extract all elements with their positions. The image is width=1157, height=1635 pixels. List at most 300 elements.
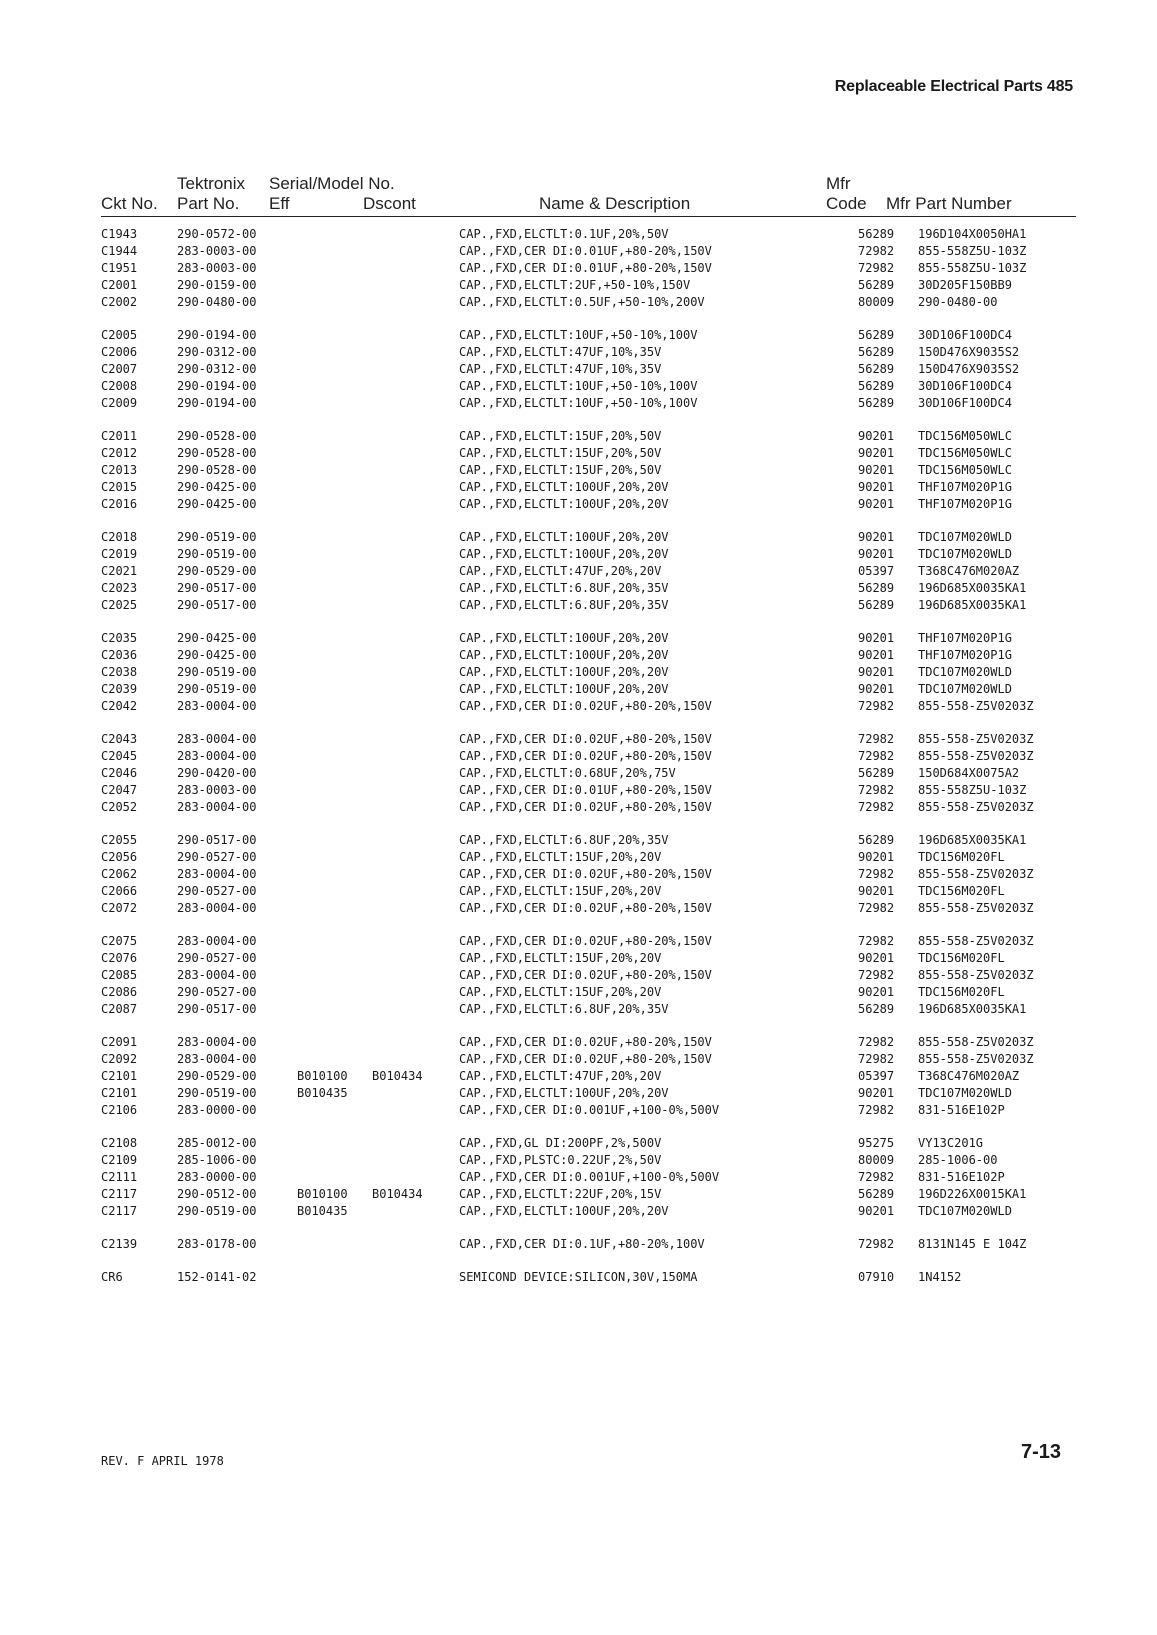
cell-mfr-part-number: 855-558-Z5V0203Z (918, 699, 1034, 713)
cell-part-no: 290-0194-00 (177, 396, 257, 410)
cell-description: CAP.,FXD,ELCTLT:100UF,20%,20V (459, 480, 669, 494)
cell-mfr-code: 72982 (858, 968, 895, 982)
cell-description: CAP.,FXD,ELCTLT:47UF,10%,35V (459, 345, 662, 359)
table-row (101, 765, 1091, 782)
cell-mfr-part-number: 196D685X0035KA1 (918, 581, 1027, 595)
cell-ckt-no: C2009 (101, 396, 138, 410)
cell-description: CAP.,FXD,ELCTLT:100UF,20%,20V (459, 530, 669, 544)
cell-part-no: 290-0529-00 (177, 1069, 257, 1083)
table-row (101, 344, 1091, 361)
cell-mfr-code: 90201 (858, 682, 895, 696)
cell-serial-eff: B010435 (297, 1086, 348, 1100)
cell-ckt-no: C2007 (101, 362, 138, 376)
cell-part-no: 283-0004-00 (177, 934, 257, 948)
cell-ckt-no: C2005 (101, 328, 138, 342)
cell-mfr-part-number: THF107M020P1G (918, 631, 1012, 645)
cell-mfr-part-number: 831-516E102P (918, 1103, 1005, 1117)
cell-mfr-code: 56289 (858, 1002, 895, 1016)
table-row (101, 395, 1091, 412)
table-row (101, 462, 1091, 479)
cell-part-no: 290-0519-00 (177, 547, 257, 561)
cell-mfr-part-number: THF107M020P1G (918, 497, 1012, 511)
cell-ckt-no: C2036 (101, 648, 138, 662)
table-row (101, 1169, 1091, 1186)
table-row (101, 1085, 1091, 1102)
cell-mfr-code: 90201 (858, 884, 895, 898)
cell-description: CAP.,FXD,CER DI:0.01UF,+80-20%,150V (459, 783, 712, 797)
cell-part-no: 283-0003-00 (177, 261, 257, 275)
cell-mfr-part-number: TDC107M020WLD (918, 547, 1012, 561)
cell-ckt-no: C1951 (101, 261, 138, 275)
cell-description: CAP.,FXD,CER DI:0.02UF,+80-20%,150V (459, 699, 712, 713)
cell-part-no: 283-0004-00 (177, 1035, 257, 1049)
cell-description: CAP.,FXD,ELCTLT:100UF,20%,20V (459, 648, 669, 662)
cell-part-no: 283-0004-00 (177, 968, 257, 982)
table-row (101, 361, 1091, 378)
cell-ckt-no: C2087 (101, 1002, 138, 1016)
cell-part-no: 290-0519-00 (177, 682, 257, 696)
cell-description: CAP.,FXD,ELCTLT:0.5UF,+50-10%,200V (459, 295, 705, 309)
table-row (101, 832, 1091, 849)
cell-mfr-code: 90201 (858, 429, 895, 443)
table-row (101, 1102, 1091, 1119)
table-row (101, 428, 1091, 445)
cell-description: CAP.,FXD,ELCTLT:100UF,20%,20V (459, 1204, 669, 1218)
cell-ckt-no: C2021 (101, 564, 138, 578)
cell-mfr-part-number: TDC156M020FL (918, 850, 1005, 864)
cell-mfr-part-number: 855-558-Z5V0203Z (918, 867, 1034, 881)
table-row (101, 866, 1091, 883)
cell-part-no: 290-0312-00 (177, 362, 257, 376)
cell-ckt-no: C2035 (101, 631, 138, 645)
cell-mfr-part-number: 150D476X9035S2 (918, 345, 1020, 359)
cell-description: CAP.,FXD,CER DI:0.02UF,+80-20%,150V (459, 934, 712, 948)
cell-mfr-code: 56289 (858, 227, 895, 241)
table-row (101, 496, 1091, 513)
cell-ckt-no: C1944 (101, 244, 138, 258)
cell-description: CAP.,FXD,CER DI:0.01UF,+80-20%,150V (459, 261, 712, 275)
cell-mfr-code: 72982 (858, 867, 895, 881)
cell-mfr-part-number: THF107M020P1G (918, 648, 1012, 662)
cell-part-no: 290-0527-00 (177, 985, 257, 999)
cell-mfr-code: 90201 (858, 648, 895, 662)
cell-mfr-code: 72982 (858, 800, 895, 814)
cell-description: CAP.,FXD,ELCTLT:10UF,+50-10%,100V (459, 328, 698, 342)
cell-part-no: 283-0004-00 (177, 732, 257, 746)
cell-serial-eff: B010100 (297, 1187, 348, 1201)
table-row (101, 597, 1091, 614)
column-tektronix: Tektronix (177, 174, 246, 193)
cell-ckt-no: C2111 (101, 1170, 138, 1184)
cell-ckt-no: C2023 (101, 581, 138, 595)
table-row (101, 327, 1091, 344)
column-code: Code (826, 194, 867, 213)
cell-description: CAP.,FXD,ELCTLT:6.8UF,20%,35V (459, 598, 669, 612)
cell-serial-eff: B010435 (297, 1204, 348, 1218)
cell-mfr-code: 72982 (858, 1103, 895, 1117)
cell-ckt-no: C2025 (101, 598, 138, 612)
cell-description: SEMICOND DEVICE:SILICON,30V,150MA (459, 1270, 698, 1284)
cell-mfr-code: 07910 (858, 1270, 895, 1284)
column-part-no: Part No. (177, 194, 240, 213)
table-row (101, 1186, 1091, 1203)
cell-ckt-no: C2091 (101, 1035, 138, 1049)
table-row (101, 1203, 1091, 1220)
cell-ckt-no: C2108 (101, 1136, 138, 1150)
cell-description: CAP.,FXD,ELCTLT:15UF,20%,20V (459, 884, 662, 898)
table-row (101, 580, 1091, 597)
cell-ckt-no: C2109 (101, 1153, 138, 1167)
table-row (101, 1001, 1091, 1018)
table-row (101, 1051, 1091, 1068)
cell-description: CAP.,FXD,ELCTLT:15UF,20%,20V (459, 850, 662, 864)
cell-mfr-code: 72982 (858, 732, 895, 746)
cell-description: CAP.,FXD,ELCTLT:47UF,10%,35V (459, 362, 662, 376)
cell-mfr-code: 90201 (858, 530, 895, 544)
table-row (101, 1135, 1091, 1152)
cell-mfr-part-number: 855-558-Z5V0203Z (918, 749, 1034, 763)
cell-mfr-code: 72982 (858, 1035, 895, 1049)
cell-part-no: 290-0517-00 (177, 598, 257, 612)
cell-part-no: 290-0519-00 (177, 1086, 257, 1100)
cell-part-no: 290-0159-00 (177, 278, 257, 292)
cell-mfr-code: 72982 (858, 261, 895, 275)
cell-description: CAP.,FXD,CER DI:0.02UF,+80-20%,150V (459, 1035, 712, 1049)
table-row (101, 849, 1091, 866)
cell-mfr-part-number: 150D476X9035S2 (918, 362, 1020, 376)
cell-ckt-no: C2016 (101, 497, 138, 511)
cell-part-no: 290-0527-00 (177, 850, 257, 864)
cell-ckt-no: C2085 (101, 968, 138, 982)
table-row (101, 698, 1091, 715)
cell-mfr-code: 90201 (858, 480, 895, 494)
cell-mfr-part-number: T368C476M020AZ (918, 564, 1020, 578)
cell-description: CAP.,FXD,GL DI:200PF,2%,500V (459, 1136, 662, 1150)
cell-ckt-no: C2002 (101, 295, 138, 309)
cell-description: CAP.,FXD,ELCTLT:15UF,20%,20V (459, 951, 662, 965)
cell-part-no: 290-0194-00 (177, 328, 257, 342)
cell-description: CAP.,FXD,ELCTLT:15UF,20%,20V (459, 985, 662, 999)
cell-part-no: 290-0194-00 (177, 379, 257, 393)
cell-description: CAP.,FXD,ELCTLT:0.68UF,20%,75V (459, 766, 676, 780)
cell-description: CAP.,FXD,ELCTLT:22UF,20%,15V (459, 1187, 662, 1201)
cell-mfr-code: 72982 (858, 749, 895, 763)
cell-ckt-no: C2117 (101, 1204, 138, 1218)
cell-ckt-no: C2076 (101, 951, 138, 965)
cell-mfr-part-number: VY13C201G (918, 1136, 984, 1150)
cell-mfr-code: 56289 (858, 379, 895, 393)
cell-ckt-no: C2015 (101, 480, 138, 494)
cell-ckt-no: C2086 (101, 985, 138, 999)
cell-mfr-part-number: TDC156M050WLC (918, 446, 1012, 460)
cell-mfr-part-number: TDC156M020FL (918, 884, 1005, 898)
cell-mfr-part-number: TDC156M050WLC (918, 429, 1012, 443)
cell-mfr-part-number: TDC107M020WLD (918, 1204, 1012, 1218)
table-row (101, 1034, 1091, 1051)
cell-ckt-no: C2039 (101, 682, 138, 696)
cell-mfr-code: 72982 (858, 699, 895, 713)
cell-mfr-part-number: 855-558-Z5V0203Z (918, 732, 1034, 746)
cell-mfr-code: 56289 (858, 278, 895, 292)
cell-part-no: 283-0004-00 (177, 749, 257, 763)
cell-part-no: 290-0519-00 (177, 530, 257, 544)
cell-part-no: 290-0527-00 (177, 884, 257, 898)
cell-mfr-part-number: TDC107M020WLD (918, 1086, 1012, 1100)
table-row (101, 1152, 1091, 1169)
cell-description: CAP.,FXD,PLSTC:0.22UF,2%,50V (459, 1153, 662, 1167)
cell-description: CAP.,FXD,CER DI:0.02UF,+80-20%,150V (459, 867, 712, 881)
cell-ckt-no: C1943 (101, 227, 138, 241)
cell-description: CAP.,FXD,ELCTLT:0.1UF,20%,50V (459, 227, 669, 241)
table-row (101, 445, 1091, 462)
table-row (101, 984, 1091, 1001)
cell-mfr-part-number: TDC156M020FL (918, 951, 1005, 965)
cell-ckt-no: C2042 (101, 699, 138, 713)
cell-mfr-code: 90201 (858, 665, 895, 679)
cell-mfr-part-number: 855-558-Z5V0203Z (918, 1035, 1034, 1049)
cell-mfr-code: 56289 (858, 581, 895, 595)
cell-mfr-part-number: 855-558-Z5V0203Z (918, 934, 1034, 948)
cell-part-no: 290-0425-00 (177, 648, 257, 662)
cell-description: CAP.,FXD,ELCTLT:6.8UF,20%,35V (459, 1002, 669, 1016)
cell-mfr-part-number: TDC156M050WLC (918, 463, 1012, 477)
cell-ckt-no: C2075 (101, 934, 138, 948)
table-row (101, 883, 1091, 900)
cell-description: CAP.,FXD,CER DI:0.01UF,+80-20%,150V (459, 244, 712, 258)
cell-mfr-code: 95275 (858, 1136, 895, 1150)
cell-part-no: 290-0528-00 (177, 446, 257, 460)
cell-part-no: 290-0420-00 (177, 766, 257, 780)
cell-ckt-no: C2001 (101, 278, 138, 292)
cell-ckt-no: C2019 (101, 547, 138, 561)
cell-description: CAP.,FXD,ELCTLT:100UF,20%,20V (459, 1086, 669, 1100)
cell-mfr-part-number: TDC156M020FL (918, 985, 1005, 999)
cell-mfr-code: 72982 (858, 244, 895, 258)
cell-description: CAP.,FXD,ELCTLT:100UF,20%,20V (459, 682, 669, 696)
cell-mfr-part-number: 855-558Z5U-103Z (918, 244, 1027, 258)
cell-mfr-part-number: 855-558Z5U-103Z (918, 783, 1027, 797)
cell-mfr-code: 90201 (858, 497, 895, 511)
column-mfr: Mfr (826, 174, 851, 193)
cell-ckt-no: C2101 (101, 1086, 138, 1100)
cell-mfr-code: 90201 (858, 1204, 895, 1218)
cell-ckt-no: C2012 (101, 446, 138, 460)
cell-description: CAP.,FXD,ELCTLT:10UF,+50-10%,100V (459, 379, 698, 393)
table-row (101, 1236, 1091, 1253)
table-row (101, 782, 1091, 799)
cell-mfr-code: 80009 (858, 295, 895, 309)
cell-description: CAP.,FXD,ELCTLT:47UF,20%,20V (459, 1069, 662, 1083)
cell-serial-dscont: B010434 (372, 1069, 423, 1083)
cell-mfr-part-number: 30D205F150BB9 (918, 278, 1012, 292)
cell-mfr-code: 56289 (858, 766, 895, 780)
cell-part-no: 290-0425-00 (177, 631, 257, 645)
cell-mfr-part-number: 196D685X0035KA1 (918, 1002, 1027, 1016)
cell-description: CAP.,FXD,ELCTLT:15UF,20%,50V (459, 429, 662, 443)
cell-part-no: 290-0425-00 (177, 480, 257, 494)
table-row (101, 1068, 1091, 1085)
cell-mfr-part-number: 831-516E102P (918, 1170, 1005, 1184)
cell-description: CAP.,FXD,ELCTLT:100UF,20%,20V (459, 665, 669, 679)
cell-ckt-no: C2046 (101, 766, 138, 780)
cell-description: CAP.,FXD,ELCTLT:100UF,20%,20V (459, 631, 669, 645)
table-row (101, 529, 1091, 546)
cell-mfr-code: 90201 (858, 985, 895, 999)
cell-description: CAP.,FXD,CER DI:0.1UF,+80-20%,100V (459, 1237, 705, 1251)
cell-ckt-no: C2055 (101, 833, 138, 847)
cell-part-no: 283-0000-00 (177, 1170, 257, 1184)
page-number: 7-13 (1020, 1441, 1061, 1463)
cell-description: CAP.,FXD,ELCTLT:15UF,20%,50V (459, 463, 662, 477)
cell-mfr-part-number: 855-558-Z5V0203Z (918, 1052, 1034, 1066)
cell-mfr-code: 72982 (858, 934, 895, 948)
cell-part-no: 290-0527-00 (177, 951, 257, 965)
cell-mfr-code: 90201 (858, 850, 895, 864)
cell-mfr-code: 05397 (858, 1069, 895, 1083)
cell-description: CAP.,FXD,CER DI:0.02UF,+80-20%,150V (459, 1052, 712, 1066)
cell-description: CAP.,FXD,CER DI:0.02UF,+80-20%,150V (459, 968, 712, 982)
cell-ckt-no: C2038 (101, 665, 138, 679)
cell-part-no: 283-0004-00 (177, 800, 257, 814)
cell-part-no: 283-0004-00 (177, 699, 257, 713)
table-row (101, 647, 1091, 664)
cell-part-no: 283-0000-00 (177, 1103, 257, 1117)
cell-part-no: 290-0528-00 (177, 429, 257, 443)
cell-mfr-part-number: 285-1006-00 (918, 1153, 998, 1167)
cell-part-no: 152-0141-02 (177, 1270, 257, 1284)
cell-ckt-no: C2018 (101, 530, 138, 544)
cell-ckt-no: CR6 (101, 1270, 123, 1284)
cell-mfr-code: 72982 (858, 901, 895, 915)
cell-mfr-code: 05397 (858, 564, 895, 578)
cell-description: CAP.,FXD,ELCTLT:15UF,20%,50V (459, 446, 662, 460)
cell-mfr-code: 56289 (858, 345, 895, 359)
cell-part-no: 290-0572-00 (177, 227, 257, 241)
cell-mfr-part-number: TDC107M020WLD (918, 665, 1012, 679)
cell-description: CAP.,FXD,ELCTLT:6.8UF,20%,35V (459, 581, 669, 595)
cell-description: CAP.,FXD,CER DI:0.02UF,+80-20%,150V (459, 901, 712, 915)
cell-mfr-part-number: THF107M020P1G (918, 480, 1012, 494)
cell-part-no: 290-0480-00 (177, 295, 257, 309)
cell-ckt-no: C2006 (101, 345, 138, 359)
cell-part-no: 290-0519-00 (177, 1204, 257, 1218)
cell-part-no: 283-0004-00 (177, 1052, 257, 1066)
cell-description: CAP.,FXD,ELCTLT:47UF,20%,20V (459, 564, 662, 578)
cell-mfr-part-number: 855-558-Z5V0203Z (918, 901, 1034, 915)
cell-mfr-part-number: 196D104X0050HA1 (918, 227, 1027, 241)
column-name-description: Name & Description (539, 194, 691, 213)
cell-part-no: 283-0003-00 (177, 244, 257, 258)
cell-ckt-no: C2011 (101, 429, 138, 443)
table-row (101, 664, 1091, 681)
cell-mfr-code: 90201 (858, 1086, 895, 1100)
cell-part-no: 285-0012-00 (177, 1136, 257, 1150)
table-row (101, 748, 1091, 765)
cell-part-no: 283-0004-00 (177, 867, 257, 881)
page-header-title: Replaceable Electrical Parts 485 (834, 78, 1073, 95)
table-row (101, 277, 1091, 294)
table-row (101, 546, 1091, 563)
cell-serial-dscont: B010434 (372, 1187, 423, 1201)
cell-ckt-no: C2117 (101, 1187, 138, 1201)
table-row (101, 260, 1091, 277)
cell-ckt-no: C2072 (101, 901, 138, 915)
table-row (101, 799, 1091, 816)
cell-mfr-part-number: 8131N145 E 104Z (918, 1237, 1027, 1251)
table-row (101, 563, 1091, 580)
revision-note: REV. F APRIL 1978 (101, 1454, 224, 1468)
cell-mfr-code: 72982 (858, 1237, 895, 1251)
table-row (101, 731, 1091, 748)
cell-ckt-no: C2013 (101, 463, 138, 477)
table-row (101, 950, 1091, 967)
cell-serial-eff: B010100 (297, 1069, 348, 1083)
cell-mfr-part-number: 196D226X0015KA1 (918, 1187, 1027, 1201)
cell-mfr-code: 56289 (858, 396, 895, 410)
cell-part-no: 290-0517-00 (177, 833, 257, 847)
cell-mfr-part-number: TDC107M020WLD (918, 530, 1012, 544)
cell-part-no: 285-1006-00 (177, 1153, 257, 1167)
cell-part-no: 290-0517-00 (177, 581, 257, 595)
cell-ckt-no: C2052 (101, 800, 138, 814)
cell-description: CAP.,FXD,CER DI:0.001UF,+100-0%,500V (459, 1103, 720, 1117)
cell-ckt-no: C2008 (101, 379, 138, 393)
table-row (101, 630, 1091, 647)
column-dscont: Dscont (363, 194, 416, 213)
cell-description: CAP.,FXD,CER DI:0.001UF,+100-0%,500V (459, 1170, 720, 1184)
column-mfr-part-number: Mfr Part Number (886, 194, 1012, 213)
table-row (101, 294, 1091, 311)
cell-part-no: 290-0425-00 (177, 497, 257, 511)
table-row (101, 243, 1091, 260)
cell-part-no: 290-0519-00 (177, 665, 257, 679)
table-row (101, 1269, 1091, 1286)
cell-description: CAP.,FXD,CER DI:0.02UF,+80-20%,150V (459, 800, 712, 814)
column-ckt-no: Ckt No. (101, 194, 158, 213)
cell-mfr-code: 90201 (858, 951, 895, 965)
cell-mfr-part-number: 1N4152 (918, 1270, 962, 1284)
cell-mfr-part-number: 196D685X0035KA1 (918, 833, 1027, 847)
cell-mfr-part-number: 30D106F100DC4 (918, 396, 1012, 410)
cell-mfr-code: 80009 (858, 1153, 895, 1167)
cell-description: CAP.,FXD,ELCTLT:10UF,+50-10%,100V (459, 396, 698, 410)
cell-description: CAP.,FXD,CER DI:0.02UF,+80-20%,150V (459, 732, 712, 746)
cell-ckt-no: C2056 (101, 850, 138, 864)
column-header-row (101, 172, 1076, 217)
cell-mfr-part-number: 855-558-Z5V0203Z (918, 800, 1034, 814)
cell-ckt-no: C2062 (101, 867, 138, 881)
cell-ckt-no: C2047 (101, 783, 138, 797)
table-row (101, 479, 1091, 496)
cell-mfr-part-number: TDC107M020WLD (918, 682, 1012, 696)
cell-ckt-no: C2139 (101, 1237, 138, 1251)
cell-mfr-part-number: 150D684X0075A2 (918, 766, 1020, 780)
cell-mfr-code: 56289 (858, 328, 895, 342)
cell-mfr-code: 72982 (858, 1170, 895, 1184)
table-row (101, 900, 1091, 917)
cell-mfr-part-number: 30D106F100DC4 (918, 328, 1012, 342)
cell-mfr-code: 56289 (858, 362, 895, 376)
table-row (101, 378, 1091, 395)
column-eff: Eff (269, 194, 290, 213)
cell-part-no: 290-0512-00 (177, 1187, 257, 1201)
cell-mfr-code: 72982 (858, 1052, 895, 1066)
cell-description: CAP.,FXD,ELCTLT:2UF,+50-10%,150V (459, 278, 691, 292)
cell-mfr-code: 72982 (858, 783, 895, 797)
cell-mfr-part-number: T368C476M020AZ (918, 1069, 1020, 1083)
cell-ckt-no: C2106 (101, 1103, 138, 1117)
cell-description: CAP.,FXD,ELCTLT:100UF,20%,20V (459, 497, 669, 511)
